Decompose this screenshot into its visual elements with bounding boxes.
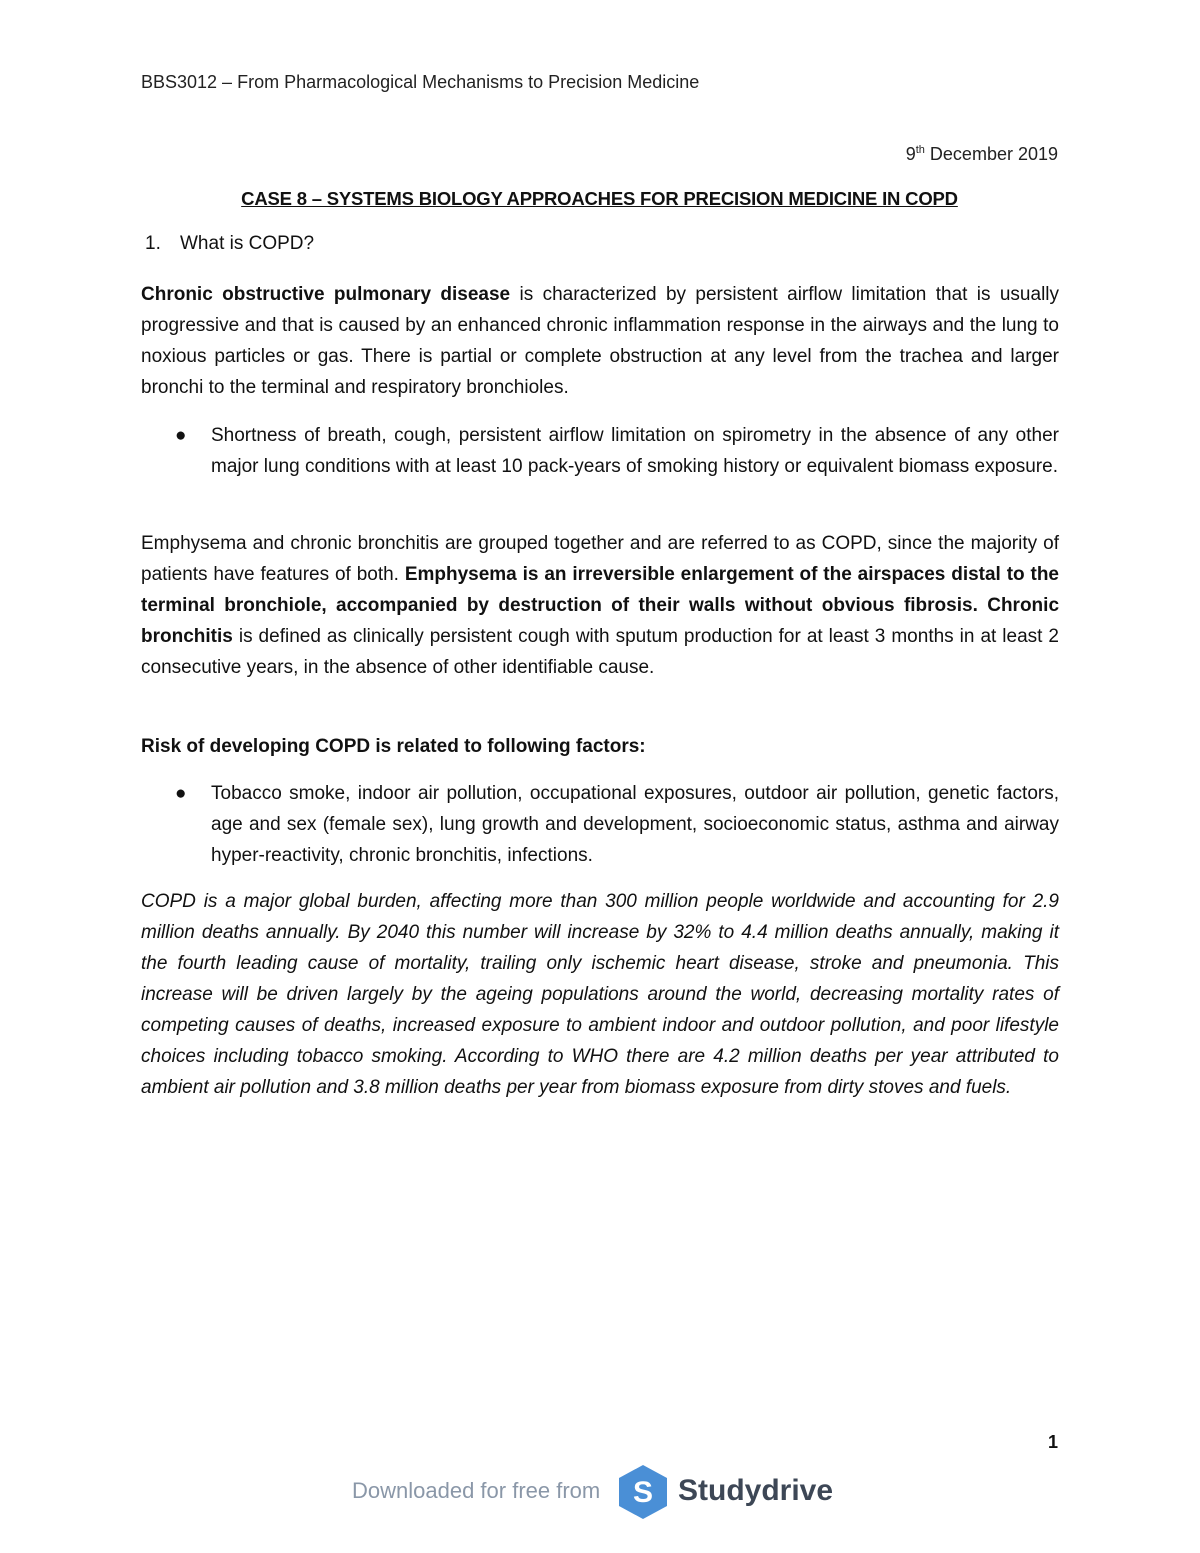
bullet-symptoms-text: Shortness of breath, cough, persistent airflow limitation on spirometry in the absence of any other major lung conditions with at least 10 pack-years of smoking history or equivalent biomass exposure. — [211, 425, 1059, 477]
page-number: 1 — [1047, 1432, 1058, 1452]
download-footer — [352, 1464, 852, 1520]
download-text: Downloaded for free from — [352, 1478, 601, 1503]
studydrive-logo-icon — [617, 1464, 669, 1520]
logo-letter: S — [632, 1476, 654, 1509]
date-suffix: th — [915, 144, 925, 156]
term-chronic-bronchitis: Chronic bronchitis — [141, 595, 1060, 647]
document-title: CASE 8 – SYSTEMS BIOLOGY APPROACHES FOR PRECISION MEDICINE IN COPD — [241, 188, 958, 209]
bullet-symptoms — [141, 420, 1059, 482]
para2-space — [978, 595, 987, 616]
bullet-risk-factors — [141, 778, 1059, 871]
emphysema-definition: Emphysema is an irreversible enlargement of the airspaces distal to the terminal bronchiole, accompanied by destruction of their walls without obvious fibrosis. — [141, 564, 1059, 616]
paragraph-global-burden: COPD is a major global burden, affecting more than 300 million people worldwide and accounting for 2.9 million deaths annually. By 2040 this number will increase by 32% to 4.4 million deaths annually, making it the fourth leading cause of mortality, trailing only ischemic heart disease, stroke and pneumonia. This increase will be driven largely by the ageing populations around the world, decreasing mortality rates of competing causes of deaths, increased exposure to ambient indoor and outdoor pollution, and poor lifestyle choices including tobacco smoking. According to WHO there are 4.2 million deaths per year attributed to ambient air pollution and 3.8 million deaths per year from biomass exposure from dirty stoves and fuels. — [141, 891, 1059, 1098]
term-copd: Chronic obstructive pulmonary disease — [141, 284, 511, 305]
document-date — [906, 144, 1058, 165]
paragraph-definition — [141, 279, 1059, 403]
date-rest: December 2019 — [924, 144, 1058, 164]
question-heading — [145, 233, 314, 255]
risk-heading: Risk of developing COPD is related to following factors: — [141, 736, 646, 757]
question-text: What is COPD? — [180, 233, 315, 254]
para2-intro: Emphysema and chronic bronchitis are grouped together and are referred to as COPD, since the majority of patients have features of both. — [141, 533, 1059, 585]
date-day: 9 — [905, 144, 916, 164]
brand-name: Studydrive — [678, 1474, 834, 1507]
running-header: BBS3012 – From Pharmacological Mechanisms to Precision Medicine — [141, 72, 700, 92]
bullet-dot-icon: ● — [175, 783, 187, 804]
question-number: 1. — [145, 233, 161, 254]
definition-text: is characterized by persistent airflow limitation that is usually progressive and that is caused by an enhanced chronic inflammation response in the airways and the lung to noxious particles or gas. There is partial or complete obstruction at any level from the trachea and larger bronchi to the terminal and respiratory bronchioles. — [141, 284, 1060, 398]
bronchitis-definition: is defined as clinically persistent cough with sputum production for at least 3 months in at least 2 consecutive years, in the absence of other identifiable cause. — [141, 626, 1059, 678]
bullet-dot-icon: ● — [175, 425, 187, 446]
bullet-risk-factors-text: Tobacco smoke, indoor air pollution, occupational exposures, outdoor air pollution, genetic factors, age and sex (female sex), lung growth and development, socioeconomic status, asthma and airway hyper-reactivity, chronic bronchitis, infections. — [211, 783, 1059, 866]
paragraph-emphysema-bronchitis — [141, 528, 1059, 683]
